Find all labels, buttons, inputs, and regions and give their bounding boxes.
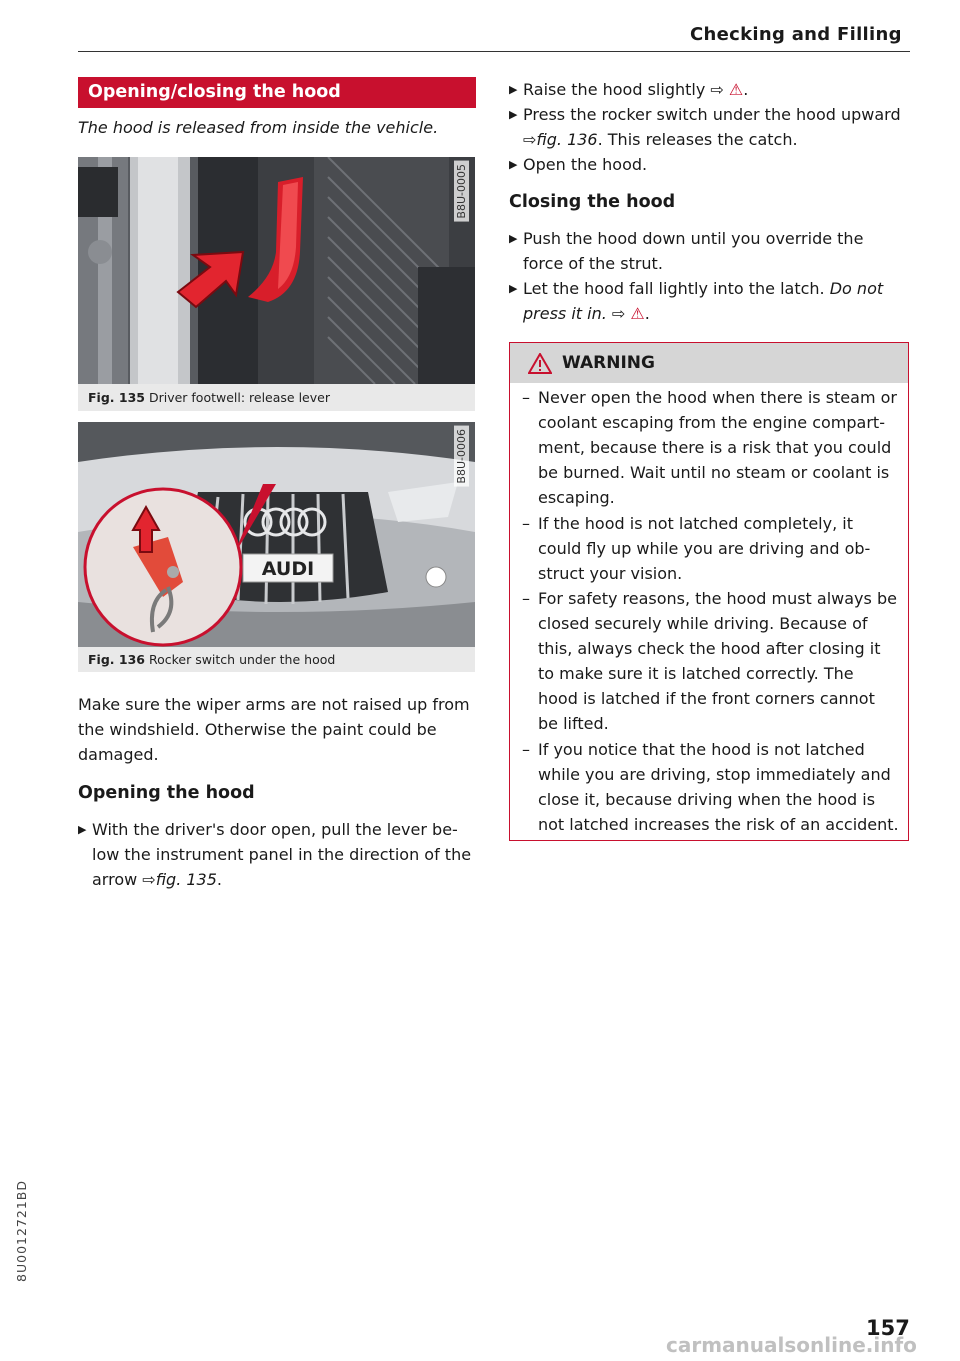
- arrow-icon: ⇨: [523, 130, 537, 149]
- warning-title: WARNING: [562, 353, 655, 373]
- bullet-icon: ▶: [509, 108, 518, 121]
- opening-step-1-line-3: arrow ⇨fig. 135.: [92, 870, 222, 889]
- opening-step-4: ▶ Open the hood.: [509, 152, 909, 177]
- figure-135-illustration: [78, 157, 475, 384]
- opening-step-1: [78, 817, 488, 892]
- figure-136-label: Fig. 136: [88, 652, 145, 667]
- intro-paragraph: Make sure the wiper arms are not raised up from the windshield. Otherwise the paint could be damaged.: [78, 695, 470, 764]
- bullet-icon: ▶: [509, 158, 518, 171]
- dash-glyph: –: [522, 388, 530, 407]
- dash-glyph: –: [522, 740, 530, 759]
- header-rule: [78, 51, 910, 52]
- section-title: Opening/closing the hood: [78, 77, 476, 108]
- opening-step-3-line-1: Press the rocker switch under the hood upward: [523, 105, 901, 124]
- closing-step-2: ▶ Let the hood fall lightly into the latch. Do not press it in. ⇨ ⚠.: [509, 276, 909, 326]
- arrow-icon: ⇨: [142, 870, 156, 889]
- figure-135-caption-text: Driver footwell: release lever: [148, 390, 330, 405]
- figure-135: [78, 157, 475, 411]
- dash-glyph: –: [522, 514, 530, 533]
- figure-reference-link[interactable]: fig. 135: [155, 870, 217, 889]
- figure-136-caption-text: Rocker switch under the hood: [148, 652, 336, 667]
- closing-step-1: ▶ Push the hood down until you override the force of the strut.: [509, 226, 909, 276]
- figure-136-code: B8U-0006: [454, 426, 469, 487]
- warning-item-4: – If you notice that the hood is not latched while you are driving, stop immediately and close it, because driving when the hood is not latched increases the risk of an accident.: [522, 737, 904, 837]
- opening-step-1-line-1: With the driver's door open, pull the lever be-: [92, 820, 458, 839]
- closing-heading: Closing the hood: [509, 192, 676, 212]
- warning-item-1: – Never open the hood when there is steam or coolant escaping from the engine compart- ment, because there is a risk that you could be burned. Wait until no steam or coolant is escaping.: [522, 385, 904, 510]
- dash-glyph: –: [522, 589, 530, 608]
- section-subtitle: The hood is released from inside the vehicle.: [78, 118, 439, 137]
- figure-136-illustration: [78, 422, 475, 647]
- warning-item-2: – If the hood is not latched completely, it could fly up while you are driving and ob- struct your vision.: [522, 511, 904, 586]
- watermark: carmanualsonline.info: [666, 1333, 917, 1357]
- bullet-icon: ▶: [509, 232, 518, 245]
- running-header-title: Checking and Filling: [690, 24, 902, 45]
- figure-reference-link[interactable]: fig. 136: [536, 130, 598, 149]
- warning-triangle-icon[interactable]: ⚠: [728, 80, 744, 99]
- arrow-icon: ⇨: [611, 304, 626, 323]
- warning-triangle-icon[interactable]: ⚠: [630, 304, 645, 323]
- opening-step-3-line-2: ⇨fig. 136. This releases the catch.: [523, 130, 798, 149]
- bullet-icon: ▶: [78, 823, 87, 836]
- figure-135-code: B8U-0005: [454, 161, 469, 222]
- figure-136: [78, 422, 475, 672]
- figure-135-caption: [88, 390, 330, 405]
- bullet-icon: ▶: [509, 83, 518, 96]
- figure-136-caption: [88, 652, 335, 667]
- warning-header: [510, 343, 908, 383]
- warning-box: [509, 342, 909, 841]
- opening-heading: Opening the hood: [78, 783, 255, 803]
- figure-135-label: Fig. 135: [88, 390, 145, 405]
- page-number: 157: [866, 1316, 910, 1340]
- opening-step-1-line-2: low the instrument panel in the direction of the: [92, 845, 472, 864]
- license-plate-text: AUDI: [261, 558, 315, 580]
- opening-step-2: ▶ Raise the hood slightly ⇨ ⚠.: [509, 77, 909, 102]
- bullet-icon: ▶: [509, 282, 518, 295]
- opening-step-3: [509, 102, 909, 152]
- warning-triangle-icon: [528, 353, 552, 374]
- warning-item-3: – For safety reasons, the hood must always be closed securely while driving. Because of this, always check the hood after closing it to make sure it is latched correctly. The hood is latched if the front corners cannot be lifted.: [522, 586, 904, 736]
- arrow-icon: ⇨: [710, 80, 724, 99]
- document-code: 8U0012721BD: [14, 1180, 29, 1282]
